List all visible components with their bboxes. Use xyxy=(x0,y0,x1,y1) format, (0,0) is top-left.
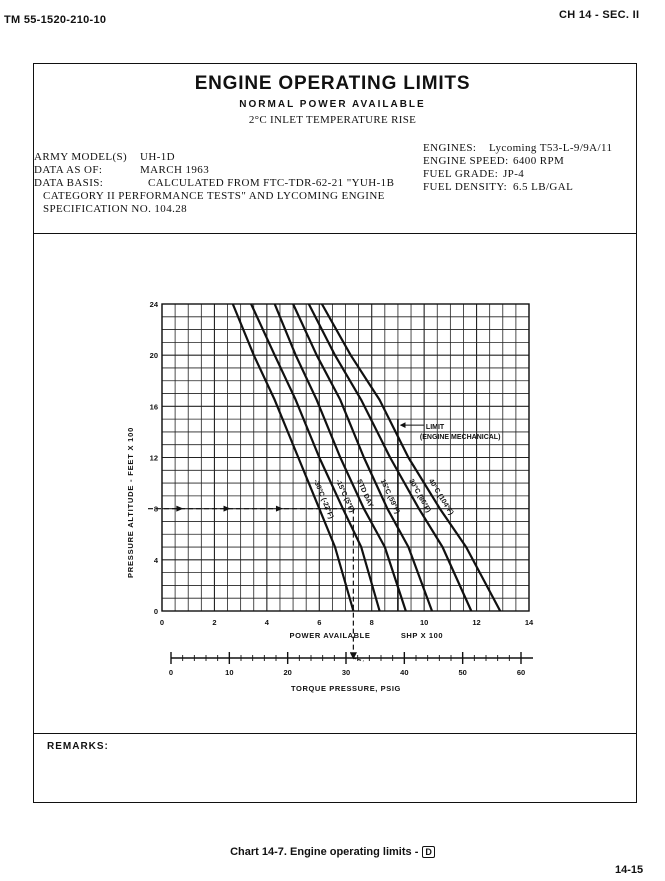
info-data-basis: DATA BASIS: CALCULATED FROM FTC-TDR-62-21 "YUH-1B xyxy=(34,177,395,189)
info-data-basis-line2: CATEGORY II PERFORMANCE TESTS" AND LYCOMING ENGINE xyxy=(43,190,385,202)
info-data-as-of: DATA AS OF: MARCH 1963 xyxy=(34,164,210,176)
y-tick-label: 0 xyxy=(153,607,158,616)
x-tick-label: 8 xyxy=(369,618,374,627)
info-fuel-density: FUEL DENSITY: 6.5 LB/GAL xyxy=(423,181,574,193)
caption-text: Chart 14-7. Engine operating limits - xyxy=(230,846,419,858)
axes xyxy=(159,304,533,664)
torque-tick-label: 30 xyxy=(341,668,351,677)
series-label: 40°C (104°F) xyxy=(426,477,455,517)
info-data-basis-line3: SPECIFICATION NO. 104.28 xyxy=(43,203,188,215)
y-tick-label: 16 xyxy=(149,402,158,412)
torque-scale-label: TORQUE PRESSURE, PSIG xyxy=(291,684,401,693)
torque-tick-label: 20 xyxy=(283,668,292,677)
y-tick-label: 8 xyxy=(153,504,158,514)
example-arrow xyxy=(276,506,283,512)
limit-label: LIMIT xyxy=(425,424,445,432)
info-engine-speed: ENGINE SPEED: 6400 RPM xyxy=(423,155,565,167)
info-army-model: ARMY MODEL(S) UH-1D xyxy=(34,151,175,163)
page-subtitle: NORMAL POWER AVAILABLE xyxy=(239,99,426,110)
chart-caption xyxy=(0,846,665,858)
page-title: ENGINE OPERATING LIMITS xyxy=(194,73,471,94)
page-number: 14-15 xyxy=(615,864,644,876)
remarks-label: REMARKS: xyxy=(47,741,109,752)
x-tick-label: 10 xyxy=(419,618,429,627)
limit-label-sub: (ENGINE MECHANICAL) xyxy=(419,434,501,442)
inlet-temperature-note: 2°C INLET TEMPERATURE RISE xyxy=(248,114,417,126)
torque-tick-label: 0 xyxy=(168,668,174,677)
series-label: 15°C (59°F) xyxy=(378,478,401,516)
example-arrow xyxy=(176,506,183,512)
series-label: STD DAY xyxy=(355,478,375,509)
torque-tick-label: 10 xyxy=(225,668,234,677)
torque-tick-label: 60 xyxy=(516,668,526,677)
x-axis-unit: SHP X 100 xyxy=(400,631,444,640)
info-engines: ENGINES: Lycoming T53-L-9/9A/11 xyxy=(423,142,613,154)
info-fuel-grade: FUEL GRADE: JP-4 xyxy=(423,168,525,180)
x-tick-label: 0 xyxy=(159,618,165,627)
grid xyxy=(162,304,529,611)
y-axis-label: PRESSURE ALTITUDE - FEET X 100 xyxy=(126,426,135,579)
series-label: 30°C (86°F) xyxy=(407,478,432,514)
y-tick-label: 20 xyxy=(149,351,158,361)
y-tick-label: 4 xyxy=(153,555,158,565)
x-tick-label: 2 xyxy=(212,618,217,627)
x-tick-label: 12 xyxy=(472,618,481,627)
series-label: -15°C (5°F) xyxy=(334,478,356,514)
caption-box: D xyxy=(422,846,435,858)
x-tick-label: 14 xyxy=(524,618,534,627)
x-axis-label: POWER AVAILABLE xyxy=(289,631,371,640)
y-tick-label: 12 xyxy=(149,453,158,463)
axis-labels xyxy=(126,300,534,693)
remarks-divider xyxy=(33,733,637,734)
y-tick-label: 24 xyxy=(149,300,158,309)
torque-tick-label: 50 xyxy=(458,668,467,677)
series-label: -30°C (-22°F) xyxy=(311,478,335,520)
section-id: CH 14 - SEC. II xyxy=(559,9,640,21)
torque-tick-label: 40 xyxy=(400,668,409,677)
example-arrow xyxy=(224,506,231,512)
x-tick-label: 6 xyxy=(317,618,322,627)
x-tick-label: 4 xyxy=(264,618,269,627)
manual-id: TM 55-1520-210-10 xyxy=(4,14,107,26)
